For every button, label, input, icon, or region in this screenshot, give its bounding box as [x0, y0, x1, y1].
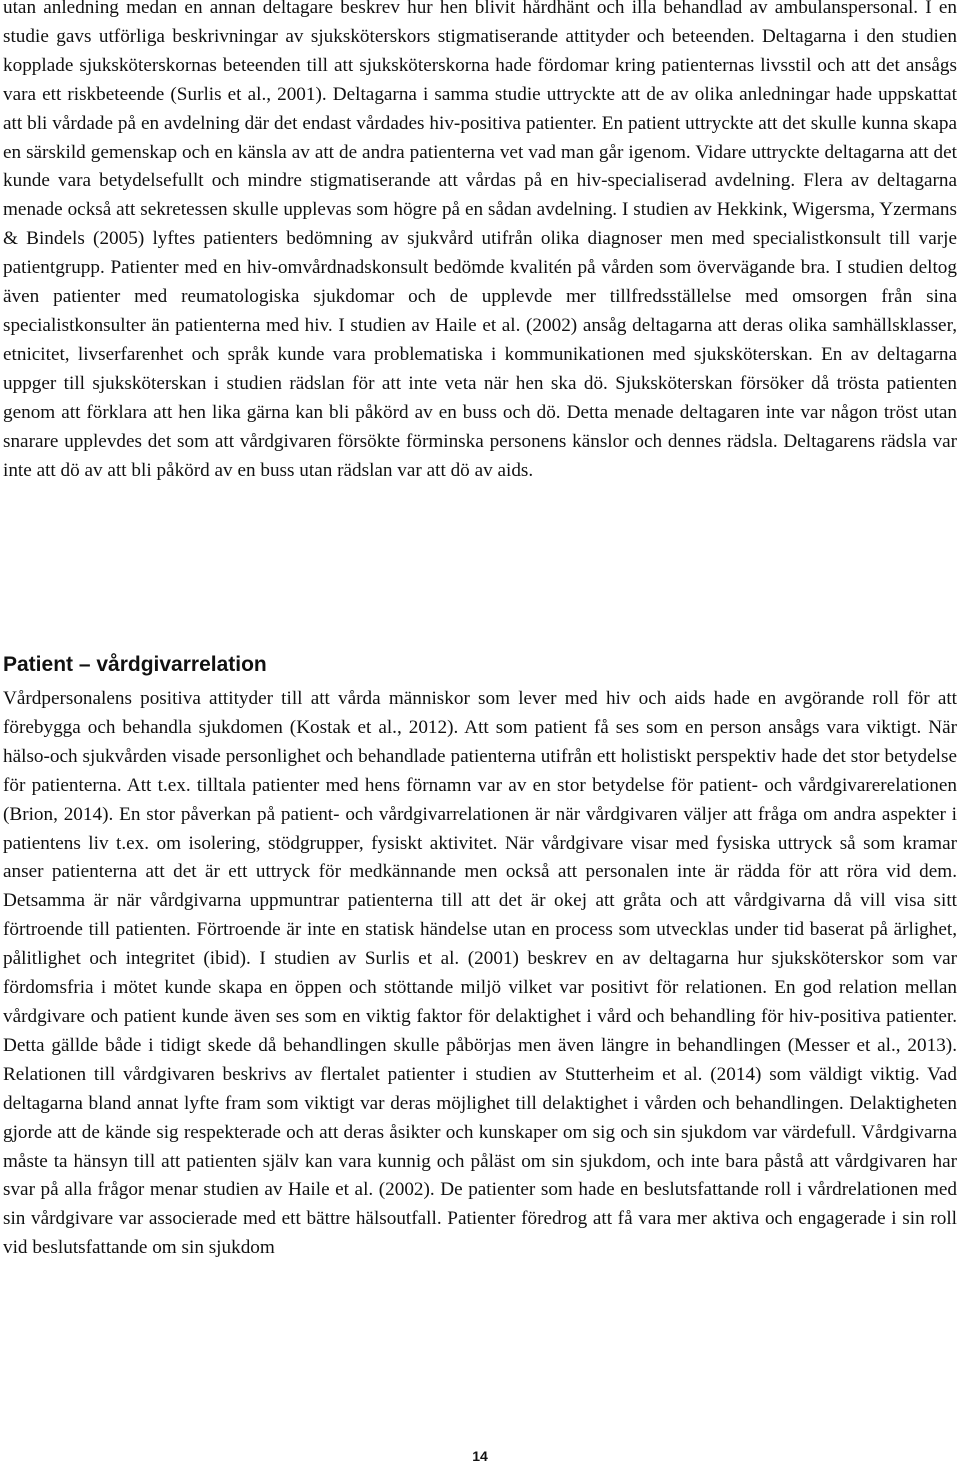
- section-heading: Patient – vårdgivarrelation: [3, 653, 267, 676]
- page-number: 14: [472, 1448, 488, 1464]
- body-paragraph: utan anledning medan en annan deltagare beskrev hur hen blivit hårdhänt och illa behandlad av ambulanspersonal. I en studie gavs utförliga beskrivningar av sjuksköterskors stigmatiserande attityder och beteenden. Deltagarna i den studien kopplade sjuksköterskornas beteenden till att sjuksköterskorna hade fördomar kring patienternas livsstil och att det ansågs vara ett riskbeteende (Surlis et al., 2001). Deltagarna i samma studie uttryckte att de av olika anledningar hade uppskattat att bli vårdade på en avdelning där det endast vårdades hiv-positiva patienter. En patient uttryckte att det skulle kunna skapa en särskild gemenskap och en känsla av att de andra patienterna vet vad man går igenom. Vidare uttryckte deltagarna att det kunde vara betydelsefullt och mindre stigmatiserande att vårdas på en hiv-specialiserad avdelning. Flera av deltagarna menade också att sekretessen skulle upplevas som högre på en sådan avdelning. I studien av Hekkink, Wigersma, Yzermans & Bindels (2005) lyftes patienters bedömning av sjukvård utifrån olika diagnoser men med specialistkonsult till varje patientgrupp. Patienter med en hiv-omvårdnadskonsult bedömde kvalitén på vården som övervägande bra. I studien deltog även patienter med reumatologiska sjukdomar och de upplevde mer tillfredsställelse med omsorgen från sina specialistkonsulter än patienterna med hiv. I studien av Haile et al. (2002) ansåg deltagarna att deras olika samhällsklasser, etnicitet, livserfarenhet och språk kunde vara problematiska i kommunikationen med sjuksköterskan. En av deltagarna uppger till sjuksköterskan i studien rädslan för att inte veta när hen ska dö. Sjuksköterskan försöker då trösta patienten genom att förklara att hen lika gärna kan bli påkörd av en buss och dö. Detta menade deltagaren inte var någon tröst utan snarare upplevdes det som att vårdgivaren försökte förminska personens känslor och dennes rädsla. Deltagarens rädsla var inte att dö av att bli påkörd av en buss utan rädslan var att dö av aids.: [3, 0, 957, 481]
- body-paragraph: Vårdpersonalens positiva attityder till att vårda människor som lever med hiv och aids hade en avgörande roll för att förebygga och behandla sjukdomen (Kostak et al., 2012). Att som patient få ses som en person ansågs vara viktigt. När hälso-och sjukvården visade personlighet och behandlade patienterna utifrån ett holistiskt perspektiv hade det stor betydelse för patienterna. Att t.ex. tilltala patienter med hens förnamn var av en stor betydelse för patient- och vårdgivarerelationen (Brion, 2014). En stor påverkan på patient- och vårdgivarrelationen är när vårdgivaren väljer att fråga om andra aspekter i patientens liv t.ex. om isolering, stödgrupper, fysiskt aktivitet. När vårdgivare visar med fysiska uttryck så som kramar anser patienterna att det är ett uttryck för medkännande men också att personalen inte är rädda för att röra vid dem. Detsamma är när vårdgivarna uppmuntrar patienterna till att det är okej att gråta och att vårdgivarna då vill visa sitt förtroende till patienten. Förtroende är inte en statisk händelse utan en process som utvecklas under tid baserat på ärlighet, pålitlighet och integritet (ibid). I studien av Surlis et al. (2001) beskrev en av deltagarna hur sjuksköterskor som var fördomsfria i mötet kunde skapa en öppen och stöttande miljö vilket var positivt för relationen. En god relation mellan vårdgivare och patient kunde även ses som en viktig faktor för delaktighet i vård och behandling för hiv-positiva patienter. Detta gällde både i tidigt skede då behandlingen skulle påbörjas men även längre in behandlingen (Messer et al., 2013). Relationen till vårdgivaren beskrivs av flertalet patienter i studien av Stutterheim et al. (2014) som väldigt viktig. Vad deltagarna bland annat lyfte fram som viktigt var deras möjlighet till delaktighet i vården och behandlingen. Delaktigheten gjorde att de kände sig respekterade och att deras åsikter och kunskaper om sig och sin sjukdom var värdefull. Vårdgivarna måste ta hänsyn till att patienten själv kan vara kunnig och påläst om sin sjukdom, och inte bara påstå att vårdgivaren har svar på alla frågor menar studien av Haile et al. (2002). De patienter som hade en beslutsfattande roll i vårdrelationen med sin vårdgivare var associerade med ett bättre hälsoutfall. Patienter föredrog att få vara mer aktiva och engagerade i sin roll vid beslutsfattande om sin sjukdom: [3, 688, 957, 1259]
